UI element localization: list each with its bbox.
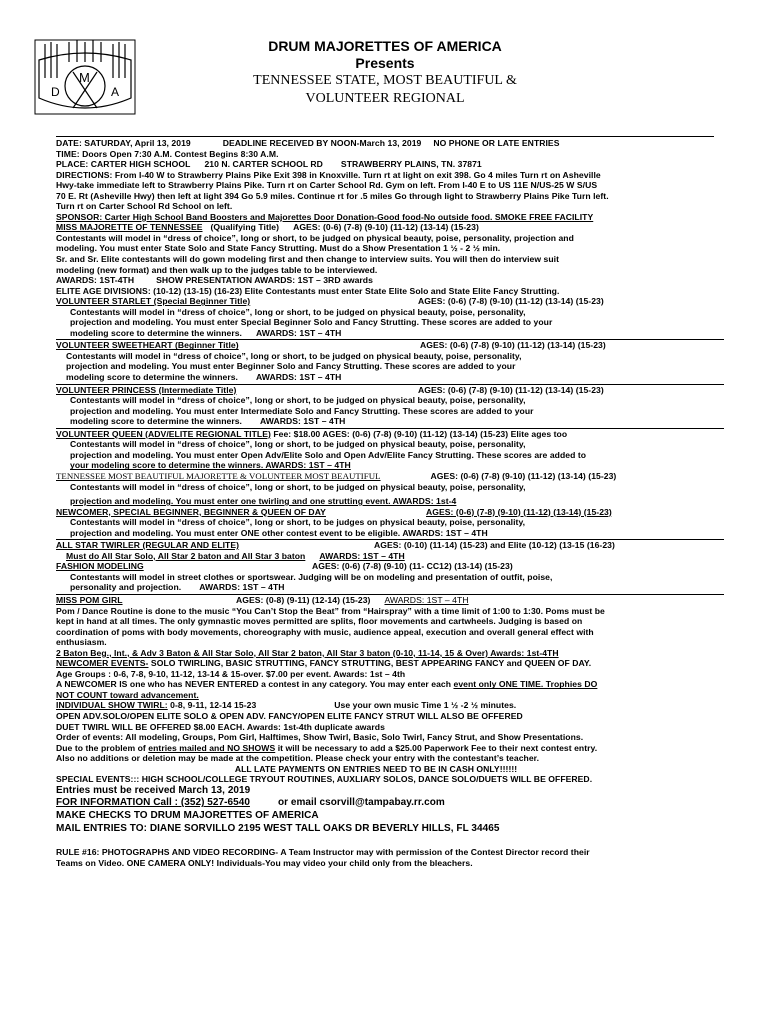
miss-majorette-text-4: modeling (new format) and then walk up to the judges table to be interviewed.	[56, 264, 378, 275]
miss-majorette-text-2: modeling. You must enter State Solo and State Fancy Strutting. Must do a Show Presentation 1 ½ - 2 ½ min.	[56, 243, 501, 254]
pom-heading: MISS POM GIRL AGES: (0-8) (9-11) (12-14) (15-23) AWARDS: 1ST – 4TH	[56, 594, 469, 605]
princess-heading: VOLUNTEER PRINCESS (Intermediate Title) AGES: (0-6) (7-8) (9-10) (11-12) (13-14) (15-23)	[56, 384, 604, 395]
tn-most-heading: TENNESSEE MOST BEAUTIFUL MAJORETTE & VOLUNTEER MOST BEAUTIFUL AGES: (0-6) (7-8) (9-10) (11-12) (13-14) (15-23)	[56, 470, 617, 481]
rule-order: Order of events: All modeling, Groups, Pom Girl, Halftimes, Show Twirl, Basic, Solo Twirl, Fancy Strut, and Show Presentations.	[56, 732, 584, 743]
newcomer-events-ages: Age Groups : 0-6, 7-8, 9-10, 11-12, 13-14 & 15-over. $7.00 per event. Awards: 1st – 4th	[56, 668, 406, 679]
starlet-text-2: projection and modeling. You must enter Special Beginner Solo and Fancy Strutting. These scores are added to your	[70, 317, 553, 328]
entries-deadline: Entries must be received March 13, 2019	[56, 784, 251, 796]
rule-paperwork: Due to the problem of entries mailed and NO SHOWS it will be necessary to add a $25.00 Paperwork Fee to their next contest entry.	[56, 742, 598, 753]
logo-letter-m: M	[79, 70, 90, 85]
checks-payable: MAKE CHECKS TO DRUM MAJORETTES OF AMERICA	[56, 810, 319, 821]
all-star-heading: ALL STAR TWIRLER (REGULAR AND ELITE) AGES: (0-10) (11-14) (15-23) and Elite (10-12) (13-15 (16-23)	[56, 540, 615, 551]
rule16-line2: Teams on Video. ONE CAMERA ONLY! Individuals-You may video your child only from the bleachers.	[56, 857, 473, 868]
presents-line: Presents	[355, 55, 415, 71]
directions-2: Hwy-take immediate left to Strawberry Plains Pike. Turn rt on Carter School Rd. Gym on left. From I-40 E to US 11E N/US-25 W S/US	[56, 180, 598, 191]
logo-letter-d: D	[51, 85, 60, 99]
newcomer-def-2: NOT COUNT toward advancement.	[56, 689, 199, 700]
time-line: TIME: Doors Open 7:30 A.M. Contest Begins 8:30 A.M.	[56, 148, 279, 159]
newcomer-events-line: NEWCOMER EVENTS- SOLO TWIRLING, BASIC STRUTTING, FANCY STRUTTING, BEST APPEARING FANCY and QUEEN OF DAY.	[56, 658, 592, 669]
newcomer-def-1: A NEWCOMER IS one who has NEVER ENTERED a contest in any category. You may enter each event only ONE TIME. Trophies DO	[56, 679, 598, 690]
event-title-line2: VOLUNTEER REGIONAL	[305, 91, 465, 106]
header-divider	[56, 136, 714, 137]
miss-majorette-text-3: Sr. and Sr. Elite contestants will do gown modeling first and then change to interview suits. You will then do interview suit	[56, 254, 560, 265]
sweetheart-heading: VOLUNTEER SWEETHEART (Beginner Title) AGES: (0-6) (7-8) (9-10) (11-12) (13-14) (15-23)	[56, 340, 606, 351]
fashion-heading: FASHION MODELING AGES: (0-6) (7-8) (9-10) (11- CC12) (13-14) (15-23)	[56, 561, 513, 572]
mail-address: MAIL ENTRIES TO: DIANE SORVILLO 2195 WEST TALL OAKS DR BEVERLY HILLS, FL 34465	[56, 822, 500, 834]
indiv-show-twirl: INDIVIDUAL SHOW TWIRL: 0-8, 9-11, 12-14 15-23 Use your own music Time 1 ½ -2 ½ minutes.	[56, 700, 517, 711]
princess-text-2: projection and modeling. You must enter Intermediate Solo and Fancy Strutting. These scores are added to your	[70, 405, 534, 416]
event-title-line1: TENNESSEE STATE, MOST BEAUTIFUL &	[253, 73, 517, 88]
newcomer-heading: NEWCOMER, SPECIAL BEGINNER, BEGINNER & QUEEN OF DAY AGES: (0-6) (7-8) (9-10) (11-12) (13-14) (15-23)	[56, 506, 612, 517]
rule16-line1: RULE #16: PHOTOGRAPHS AND VIDEO RECORDING- A Team Instructor may with permission of the Contest Director record their	[56, 847, 590, 858]
sweetheart-text-3: modeling score to determine the winners. AWARDS: 1ST – 4TH	[66, 372, 342, 383]
directions-3: 70 E. Rt (Asheville Hwy) then left at light 394 Go 5.9 miles. Continue rt for .5 miles Go through light to Strawberry Plains Pike Turn left.	[56, 190, 609, 201]
elite-divisions: ELITE AGE DIVISIONS: (10-12) (13-15) (16-23) Elite Contestants must enter State Elite Solo and State Elite Fancy Strutting.	[56, 285, 560, 296]
queen-heading: VOLUNTEER QUEEN (ADV/ELITE REGIONAL TITLE) Fee: $18.00 AGES: (0-6) (7-8) (9-10) (11-12) (13-14) (15-23) Elite ages too	[56, 428, 568, 439]
date-line: DATE: SATURDAY, April 13, 2019 DEADLINE RECEIVED BY NOON-March 13, 2019 NO PHONE OR LATE ENTRIES	[56, 138, 560, 148]
rule-duet: DUET TWIRL WILL BE OFFERED $8.00 EACH. Awards: 1st-4th duplicate awards	[56, 721, 385, 732]
baton-line: 2 Baton Beg., Int., & Adv 3 Baton & All Star Solo, All Star 2 baton, All Star 3 baton (0-10, 11-14, 15 & Over) Awards: 1st-4TH	[56, 647, 559, 658]
miss-majorette-text-1: Contestants will model in “dress of choice”, long or short, to be judged on physical beauty, poise, personality, projection and	[56, 232, 574, 243]
directions-4: Turn rt on Carter School Rd School on left.	[56, 201, 233, 212]
fashion-text-2: personality and projection. AWARDS: 1ST – 4TH	[70, 582, 285, 593]
pom-text-2: kept in hand at all times. The only gymnastic moves permitted are splits, floor movements and cartwheels. Judging is based on	[56, 616, 583, 627]
special-events: SPECIAL EVENTS::: HIGH SCHOOL/COLLEGE TRYOUT ROUTINES, AUXLIARY SOLOS, DANCE SOLO/DUETS WILL BE OFFERED.	[56, 774, 593, 785]
place-line: PLACE: CARTER HIGH SCHOOL 210 N. CARTER SCHOOL RD STRAWBERRY PLAINS, TN. 37871	[56, 159, 482, 170]
directions-1: DIRECTIONS: From I-40 W to Strawberry Plains Pike Exit 398 in Knoxville. Turn rt at light on exit 398. Go 4 miles Turn rt on Asheville	[56, 169, 601, 180]
starlet-heading: VOLUNTEER STARLET (Special Beginner Title) AGES: (0-6) (7-8) (9-10) (11-12) (13-14) (15-23)	[56, 296, 604, 307]
newcomer-text-1: Contestants will model in “dress of choice”, long or short, to be judges on physical beauty, poise, personality,	[70, 517, 526, 528]
queen-text-1: Contestants will model in “dress of choice”, long or short, to be judged on physical beauty, poise, personality,	[70, 439, 526, 450]
rule-no-changes: Also no additions or deletion may be made at the competition. Please check your entry with the contestant’s teacher.	[56, 753, 540, 764]
rule-late-cash: ALL LATE PAYMENTS ON ENTRIES NEED TO BE IN CASH ONLY!!!!!!	[234, 763, 518, 774]
sponsor-line: SPONSOR: Carter High School Band Boosters and Majorettes Door Donation-Good food-No outside food. SMOKE FREE FACILITY	[56, 211, 594, 222]
rule-open-adv: OPEN ADV.SOLO/OPEN ELITE SOLO & OPEN ADV. FANCY/OPEN ELITE FANCY STRUT WILL ALSO BE OFFERED	[56, 710, 523, 721]
pom-text-1: Pom / Dance Routine is done to the music “You Can’t Stop the Beat” from “Hairspray” with a time limit of 1:00 to 1:30. Poms must be	[56, 605, 605, 616]
princess-text-1: Contestants will model in “dress of choice”, long or short, to be judged on physical beauty, poise, personality,	[70, 395, 526, 406]
miss-majorette-awards: AWARDS: 1ST-4TH SHOW PRESENTATION AWARDS: 1ST – 3RD awards	[56, 275, 373, 286]
sweetheart-text-2: projection and modeling. You must enter Beginner Solo and Fancy Strutting. These scores are added to your	[66, 361, 516, 372]
contact-line: FOR INFORMATION Call : (352) 527-6540 or email csorvill@tampabay.rr.com	[56, 797, 445, 809]
document-body	[56, 138, 724, 868]
queen-text-3: your modeling score to determine the winners. AWARDS: 1ST – 4TH	[70, 460, 351, 471]
logo-letter-a: A	[111, 85, 120, 99]
miss-majorette-heading: MISS MAJORETTE OF TENNESSEE (Qualifying Title) AGES: (0-6) (7-8) (9-10) (11-12) (13-14) (15-23)	[56, 222, 479, 233]
princess-text-3: modeling score to determine the winners. AWARDS: 1ST – 4TH	[70, 416, 346, 427]
page-title: DRUM MAJORETTES OF AMERICA	[268, 38, 502, 54]
pom-text-4: enthusiasm.	[56, 637, 107, 648]
pom-text-3: coordination of poms with body movements, choreography with music, audience appeal, execution and overall general effect with	[56, 626, 594, 637]
sweetheart-text-1: Contestants will model in “dress of choice”, long or short, to be judged on physical beauty, poise, personality,	[66, 350, 522, 361]
starlet-text-3: modeling score to determine the winners. AWARDS: 1ST – 4TH	[70, 327, 342, 338]
queen-text-2: projection and modeling. You must enter Open Adv/Elite Solo and Open Adv/Elite Fancy Strutting. These scores are added to	[70, 449, 587, 460]
starlet-text-1: Contestants will model in “dress of choice”, long or short, to be judged on physical beauty, poise, personality,	[70, 306, 526, 317]
tn-most-text-2: projection and modeling. You must enter one twirling and one strutting event. AWARDS: 1st-4	[70, 496, 457, 507]
newcomer-text-2: projection and modeling. You must enter ONE other contest event to be eligible. AWARDS: 1ST – 4TH	[70, 527, 488, 538]
fashion-text-1: Contestants will model in street clothes or sportswear. Judging will be on modeling and presentation of outfit, poise,	[70, 571, 553, 582]
all-star-text-1: Must do All Star Solo, All Star 2 baton and All Star 3 baton AWARDS: 1ST – 4TH	[66, 550, 405, 561]
tn-most-text-1: Contestants will model in “dress of choice”, long or short, to be judged on physical beauty, poise, personality,	[70, 481, 526, 492]
